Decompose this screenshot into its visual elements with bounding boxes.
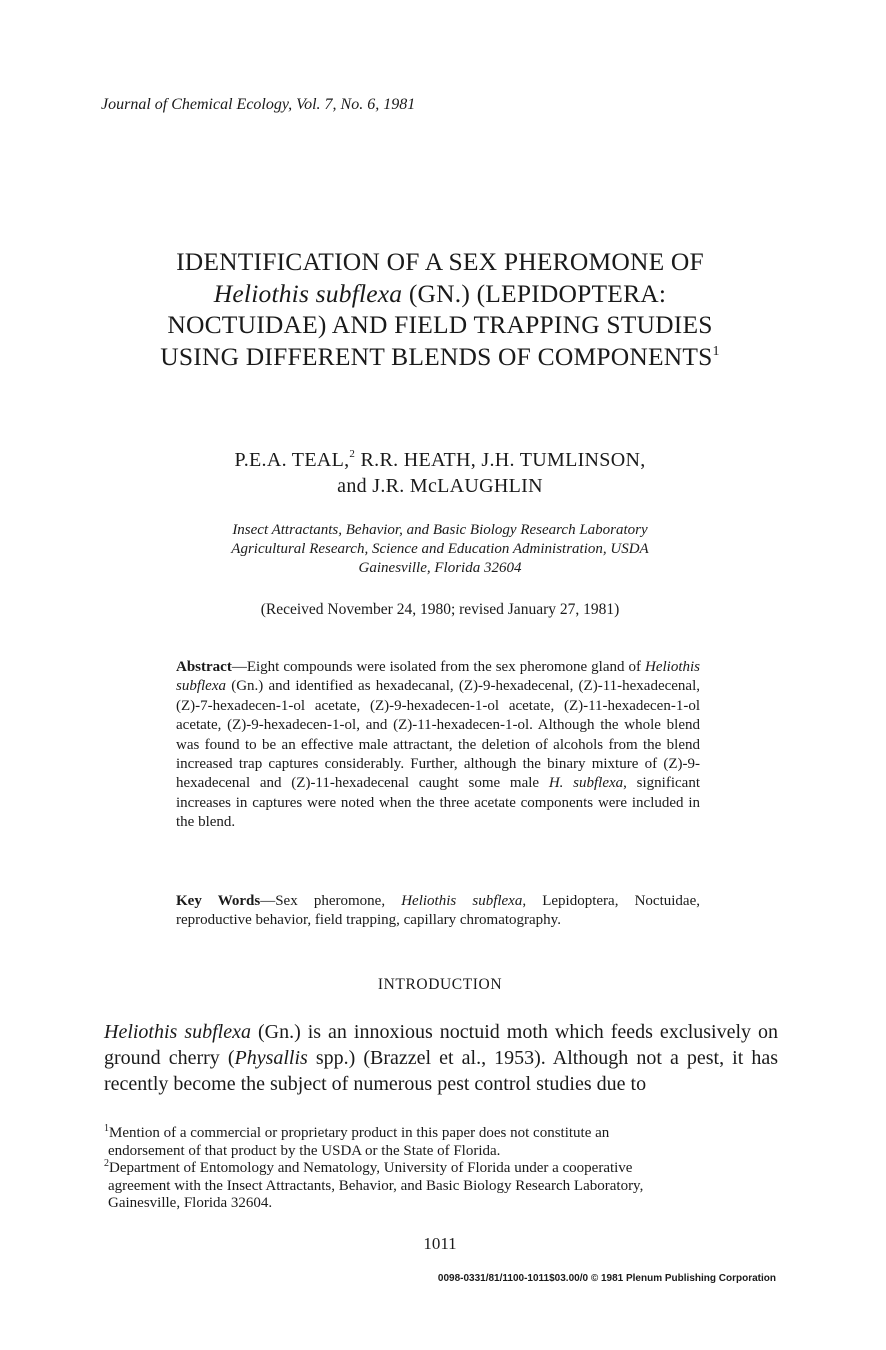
footnote-1-mark: 1 [104, 1123, 109, 1134]
title-line-1: IDENTIFICATION OF A SEX PHEROMONE OF [176, 247, 704, 276]
copyright-line: 0098-0331/81/1100-1011$03.00/0 © 1981 Plenum Publishing Corporation [437, 1273, 776, 1284]
affiliation-line-2: Agricultural Research, Science and Education Administration, USDA [231, 541, 649, 557]
title-line-4-text: USING DIFFERENT BLENDS OF COMPONENTS [160, 341, 713, 371]
key-words [176, 892, 700, 931]
introduction-heading: INTRODUCTION [377, 976, 503, 993]
author-footnote-mark: 2 [349, 448, 356, 460]
authors-line-1 [100, 447, 780, 473]
intro-text-1: (Gn.) is an innoxious noctuid moth which feeds exclusively on ground cherry ( [104, 1021, 779, 1069]
footnote-1-text-1: Mention of a commercial or proprietary product in this paper does not constitute an [109, 1125, 610, 1141]
title-line-3: NOCTUIDAE) AND FIELD TRAPPING STUDIES [167, 310, 713, 339]
introduction-paragraph [104, 1019, 778, 1097]
article-title [100, 246, 780, 372]
journal-header: Journal of Chemical Ecology, Vol. 7, No. 6, 1981 [101, 96, 416, 113]
footnote-2-mark: 2 [104, 1158, 109, 1170]
intro-genus: Physallis [234, 1047, 308, 1069]
footnote-2-line-1 [104, 1160, 776, 1178]
authors-line-2: and J.R. McLAUGHLIN [337, 475, 543, 497]
affiliation-line-1: Insect Attractants, Behavior, and Basic Biology Research Laboratory [232, 522, 648, 538]
footnote-1-line-1 [104, 1125, 776, 1143]
affiliation [100, 521, 780, 578]
footnote-2-line-2: agreement with the Insect Attractants, Behavior, and Basic Biology Research Laboratory, [108, 1177, 644, 1194]
author-list [100, 447, 780, 499]
title-footnote-mark: 1 [712, 343, 720, 359]
title-line-2-rest: (GN.) (LEPIDOPTERA: [408, 278, 667, 308]
keywords-text-2: , Lepidoptera, Noctuidae, reproductive behavior, field trapping, capillary chromatography. [176, 893, 700, 929]
abstract-text-1: —Eight compounds were isolated from the sex pheromone gland of [231, 659, 645, 675]
title-line-4 [100, 341, 780, 373]
keywords-label: Key Words [176, 893, 261, 909]
page-number: 1011 [423, 1234, 457, 1253]
abstract [176, 658, 700, 833]
keywords-species: Heliothis subflexa [401, 893, 523, 909]
footnotes [104, 1125, 776, 1213]
title-species: Heliothis subflexa [213, 278, 403, 308]
received-dates: (Received November 24, 1980; revised January 27, 1981) [260, 601, 620, 618]
abstract-text-2: (Gn.) and identified as hexadecanal, (Z)-9-hexadecenal, (Z)-11-hexadecenal, (Z)-7-hexadecen-1-ol acetate, (Z)-9-hexadecen-1-ol acetate, (Z)-11-hexadecen-1-ol acetate, (Z)-9-hexadecen-1-ol, and (Z)-11-hexadecen-1-ol. Although the whole blend was found to be an effective male attractant, the deletion of alcohols from the blend increased trap captures considerably. Further, although the binary mixture of (Z)-9-hexadecenal and (Z)-11-hexadecenal caught some male [176, 678, 700, 792]
intro-text-2: spp.) (Brazzel et al., 1953). Although not a pest, it has recently become the subject of numerous pest control studies due to [104, 1047, 778, 1095]
footnote-2-line-3: Gainesville, Florida 32604. [108, 1195, 273, 1212]
intro-species: Heliothis subflexa [104, 1021, 251, 1043]
footnote-2 [104, 1160, 776, 1213]
footnote-1-line-2: endorsement of that product by the USDA or the State of Florida. [108, 1142, 501, 1159]
abstract-species-short: H. subflexa [548, 775, 624, 792]
authors-rest: R.R. HEATH, J.H. TUMLINSON, [360, 449, 646, 471]
footnote-2-text-1: Department of Entomology and Nematology, University of Florida under a cooperative [109, 1160, 633, 1177]
title-line-2 [100, 278, 780, 310]
abstract-species: Heliothis subflexa [176, 659, 700, 695]
author-teal: P.E.A. TEAL, [234, 449, 350, 471]
keywords-text-1: —Sex pheromone, [260, 893, 402, 909]
footnote-1 [104, 1125, 776, 1160]
abstract-label: Abstract [176, 659, 232, 675]
affiliation-line-3: Gainesville, Florida 32604 [358, 560, 522, 576]
abstract-text-3: , significant increases in captures were noted when the three acetate components were included in the blend. [176, 775, 700, 831]
